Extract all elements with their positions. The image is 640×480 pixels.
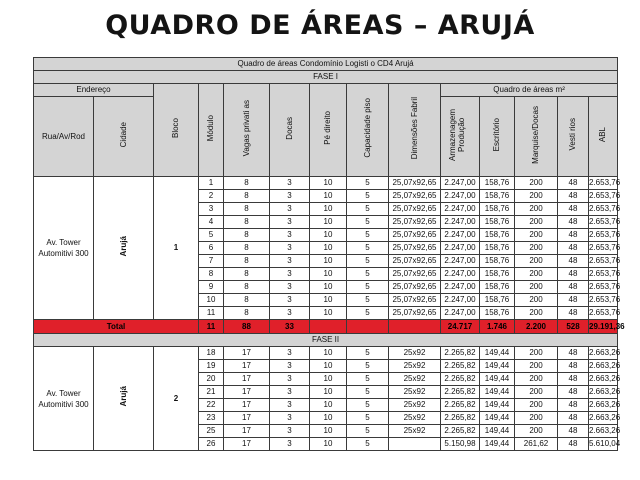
pe-direito-cell: 10	[310, 399, 347, 412]
modulo-cell: 18	[199, 347, 224, 360]
capacidade-cell: 5	[347, 281, 389, 294]
header-abl: ABL	[589, 97, 618, 177]
abl-cell: 2.653,76	[589, 229, 618, 242]
docas-cell: 3	[270, 255, 310, 268]
fase2-label: FASE II	[34, 334, 618, 347]
capacidade-cell: 5	[347, 242, 389, 255]
abl-cell: 2.653,76	[589, 177, 618, 190]
dimensoes-cell: 25x92	[389, 386, 441, 399]
dimensoes-cell: 25,07x92,65	[389, 190, 441, 203]
dimensoes-cell: 25x92	[389, 347, 441, 360]
marquise-cell: 200	[515, 177, 558, 190]
modulo-cell: 20	[199, 373, 224, 386]
escritorio-cell: 158,76	[480, 268, 515, 281]
dimensoes-cell: 25,07x92,65	[389, 255, 441, 268]
pe-direito-cell: 10	[310, 438, 347, 451]
capacidade-cell: 5	[347, 373, 389, 386]
vestiarios-cell: 48	[558, 177, 589, 190]
escritorio-cell: 149,44	[480, 438, 515, 451]
marquise-cell: 200	[515, 425, 558, 438]
armazenagem-cell: 5.150,98	[441, 438, 480, 451]
header-escritorio: Escritório	[480, 97, 515, 177]
docas-cell: 3	[270, 229, 310, 242]
dimensoes-cell	[389, 438, 441, 451]
pe-direito-cell: 10	[310, 255, 347, 268]
total-marquise: 2.200	[515, 320, 558, 334]
pe-direito-cell: 10	[310, 360, 347, 373]
armazenagem-cell: 2.247,00	[441, 255, 480, 268]
capacidade-cell: 5	[347, 399, 389, 412]
docas-cell: 3	[270, 438, 310, 451]
capacidade-cell: 5	[347, 294, 389, 307]
docas-cell: 3	[270, 177, 310, 190]
header-vagas: Vagas privati as	[224, 84, 270, 177]
armazenagem-cell: 2.265,82	[441, 360, 480, 373]
modulo-cell: 2	[199, 190, 224, 203]
pe-direito-cell: 10	[310, 203, 347, 216]
total-docas: 33	[270, 320, 310, 334]
city-cell: Arujá	[94, 347, 154, 451]
marquise-cell: 200	[515, 307, 558, 320]
vestiarios-cell: 48	[558, 360, 589, 373]
dimensoes-cell: 25x92	[389, 399, 441, 412]
address-cell: Av. Tower Automitivi 300	[34, 347, 94, 451]
vagas-cell: 17	[224, 360, 270, 373]
capacidade-cell: 5	[347, 268, 389, 281]
marquise-cell: 200	[515, 255, 558, 268]
escritorio-cell: 158,76	[480, 216, 515, 229]
marquise-cell: 200	[515, 360, 558, 373]
header-armazenagem: Armazenagem Produção	[441, 97, 480, 177]
marquise-cell: 200	[515, 203, 558, 216]
vagas-cell: 17	[224, 438, 270, 451]
capacidade-cell: 5	[347, 412, 389, 425]
block-cell: 2	[154, 347, 199, 451]
header-endereco: Endereço	[34, 84, 154, 97]
marquise-cell: 200	[515, 294, 558, 307]
vestiarios-cell: 48	[558, 268, 589, 281]
areas-table	[33, 57, 625, 451]
vestiarios-cell: 48	[558, 438, 589, 451]
abl-cell: 2.663,26	[589, 373, 618, 386]
header-cidade: Cidade	[94, 97, 154, 177]
capacidade-cell: 5	[347, 216, 389, 229]
dimensoes-cell: 25,07x92,65	[389, 216, 441, 229]
pe-direito-cell: 10	[310, 190, 347, 203]
marquise-cell: 200	[515, 412, 558, 425]
escritorio-cell: 149,44	[480, 360, 515, 373]
vagas-cell: 8	[224, 242, 270, 255]
abl-cell: 2.663,26	[589, 399, 618, 412]
vagas-cell: 8	[224, 203, 270, 216]
armazenagem-cell: 2.265,82	[441, 412, 480, 425]
pe-direito-cell: 10	[310, 386, 347, 399]
modulo-cell: 7	[199, 255, 224, 268]
escritorio-cell: 158,76	[480, 242, 515, 255]
pe-direito-cell: 10	[310, 307, 347, 320]
total-label: Total	[34, 320, 199, 334]
vestiarios-cell: 48	[558, 425, 589, 438]
armazenagem-cell: 2.265,82	[441, 399, 480, 412]
modulo-cell: 25	[199, 425, 224, 438]
vagas-cell: 8	[224, 177, 270, 190]
total-empty	[389, 320, 441, 334]
armazenagem-cell: 2.265,82	[441, 425, 480, 438]
escritorio-cell: 149,44	[480, 412, 515, 425]
abl-cell: 2.653,76	[589, 242, 618, 255]
pe-direito-cell: 10	[310, 373, 347, 386]
vagas-cell: 17	[224, 373, 270, 386]
armazenagem-cell: 2.247,00	[441, 203, 480, 216]
abl-cell: 2.653,76	[589, 216, 618, 229]
docas-cell: 3	[270, 386, 310, 399]
header-dimensoes: Dimensões Fabril	[389, 84, 441, 177]
header-modulo: Módulo	[199, 84, 224, 177]
city-cell: Arujá	[94, 177, 154, 320]
vestiarios-cell: 48	[558, 412, 589, 425]
vestiarios-cell: 48	[558, 255, 589, 268]
page-title: QUADRO DE ÁREAS – ARUJÁ	[105, 10, 535, 41]
modulo-cell: 26	[199, 438, 224, 451]
modulo-cell: 3	[199, 203, 224, 216]
vagas-cell: 8	[224, 229, 270, 242]
abl-cell: 2.663,26	[589, 425, 618, 438]
armazenagem-cell: 2.265,82	[441, 347, 480, 360]
total-row	[34, 320, 618, 334]
escritorio-cell: 158,76	[480, 255, 515, 268]
docas-cell: 3	[270, 281, 310, 294]
modulo-cell: 4	[199, 216, 224, 229]
armazenagem-cell: 2.247,00	[441, 177, 480, 190]
abl-cell: 2.653,76	[589, 190, 618, 203]
capacidade-cell: 5	[347, 360, 389, 373]
vagas-cell: 17	[224, 412, 270, 425]
dimensoes-cell: 25,07x92,65	[389, 177, 441, 190]
docas-cell: 3	[270, 190, 310, 203]
vestiarios-cell: 48	[558, 347, 589, 360]
vestiarios-cell: 48	[558, 307, 589, 320]
modulo-cell: 8	[199, 268, 224, 281]
block-cell: 1	[154, 177, 199, 320]
modulo-cell: 11	[199, 307, 224, 320]
header-pe-direito: Pé direito	[310, 84, 347, 177]
dimensoes-cell: 25,07x92,65	[389, 307, 441, 320]
pe-direito-cell: 10	[310, 242, 347, 255]
docas-cell: 3	[270, 360, 310, 373]
vestiarios-cell: 48	[558, 399, 589, 412]
header-vestiarios: Vesti rios	[558, 97, 589, 177]
total-modulo: 11	[199, 320, 224, 334]
escritorio-cell: 149,44	[480, 425, 515, 438]
marquise-cell: 200	[515, 281, 558, 294]
modulo-cell: 19	[199, 360, 224, 373]
marquise-cell: 200	[515, 190, 558, 203]
marquise-cell: 200	[515, 347, 558, 360]
docas-cell: 3	[270, 373, 310, 386]
armazenagem-cell: 2.247,00	[441, 229, 480, 242]
abl-cell: 2.653,76	[589, 268, 618, 281]
abl-cell: 2.663,26	[589, 386, 618, 399]
capacidade-cell: 5	[347, 255, 389, 268]
marquise-cell: 200	[515, 268, 558, 281]
dimensoes-cell: 25x92	[389, 412, 441, 425]
total-empty	[310, 320, 347, 334]
vagas-cell: 8	[224, 268, 270, 281]
capacidade-cell: 5	[347, 438, 389, 451]
dimensoes-cell: 25x92	[389, 373, 441, 386]
capacidade-cell: 5	[347, 307, 389, 320]
escritorio-cell: 158,76	[480, 190, 515, 203]
pe-direito-cell: 10	[310, 177, 347, 190]
vagas-cell: 17	[224, 386, 270, 399]
marquise-cell: 261,62	[515, 438, 558, 451]
dimensoes-cell: 25,07x92,65	[389, 294, 441, 307]
vagas-cell: 8	[224, 255, 270, 268]
capacidade-cell: 5	[347, 203, 389, 216]
dimensoes-cell: 25,07x92,65	[389, 229, 441, 242]
modulo-cell: 1	[199, 177, 224, 190]
vagas-cell: 8	[224, 190, 270, 203]
header-rua: Rua/Av/Rod	[34, 97, 94, 177]
armazenagem-cell: 2.247,00	[441, 216, 480, 229]
vagas-cell: 17	[224, 347, 270, 360]
dimensoes-cell: 25,07x92,65	[389, 281, 441, 294]
abl-cell: 5.610,04	[589, 438, 618, 451]
fase1-label: FASE I	[34, 71, 618, 84]
docas-cell: 3	[270, 307, 310, 320]
marquise-cell: 200	[515, 216, 558, 229]
modulo-cell: 9	[199, 281, 224, 294]
modulo-cell: 21	[199, 386, 224, 399]
marquise-cell: 200	[515, 386, 558, 399]
dimensoes-cell: 25,07x92,65	[389, 268, 441, 281]
modulo-cell: 23	[199, 412, 224, 425]
docas-cell: 3	[270, 425, 310, 438]
header-capacidade: Capacidade piso	[347, 84, 389, 177]
vestiarios-cell: 48	[558, 203, 589, 216]
header-docas: Docas	[270, 84, 310, 177]
armazenagem-cell: 2.247,00	[441, 307, 480, 320]
vestiarios-cell: 48	[558, 373, 589, 386]
escritorio-cell: 158,76	[480, 203, 515, 216]
total-abl: 29.191,36	[589, 320, 618, 334]
abl-cell: 2.663,26	[589, 347, 618, 360]
capacidade-cell: 5	[347, 425, 389, 438]
vagas-cell: 8	[224, 281, 270, 294]
vagas-cell: 8	[224, 307, 270, 320]
escritorio-cell: 158,76	[480, 294, 515, 307]
docas-cell: 3	[270, 203, 310, 216]
escritorio-cell: 158,76	[480, 229, 515, 242]
fase2-row	[34, 334, 618, 347]
abl-cell: 2.653,76	[589, 307, 618, 320]
vestiarios-cell: 48	[558, 242, 589, 255]
armazenagem-cell: 2.247,00	[441, 190, 480, 203]
pe-direito-cell: 10	[310, 281, 347, 294]
armazenagem-cell: 2.247,00	[441, 242, 480, 255]
capacidade-cell: 5	[347, 177, 389, 190]
docas-cell: 3	[270, 216, 310, 229]
dimensoes-cell: 25x92	[389, 425, 441, 438]
vestiarios-cell: 48	[558, 294, 589, 307]
pe-direito-cell: 10	[310, 229, 347, 242]
armazenagem-cell: 2.265,82	[441, 386, 480, 399]
pe-direito-cell: 10	[310, 294, 347, 307]
marquise-cell: 200	[515, 373, 558, 386]
table-row	[34, 177, 618, 190]
escritorio-cell: 158,76	[480, 177, 515, 190]
escritorio-cell: 149,44	[480, 373, 515, 386]
marquise-cell: 200	[515, 242, 558, 255]
vagas-cell: 8	[224, 216, 270, 229]
abl-cell: 2.663,26	[589, 412, 618, 425]
header-quadro: Quadro de áreas m²	[441, 84, 618, 97]
docas-cell: 3	[270, 242, 310, 255]
docas-cell: 3	[270, 399, 310, 412]
modulo-cell: 22	[199, 399, 224, 412]
dimensoes-cell: 25x92	[389, 360, 441, 373]
total-empty	[347, 320, 389, 334]
pe-direito-cell: 10	[310, 216, 347, 229]
armazenagem-cell: 2.265,82	[441, 373, 480, 386]
dimensoes-cell: 25,07x92,65	[389, 242, 441, 255]
vagas-cell: 8	[224, 294, 270, 307]
pe-direito-cell: 10	[310, 412, 347, 425]
escritorio-cell: 158,76	[480, 281, 515, 294]
header-marquise: Marquise/Docas	[515, 97, 558, 177]
capacidade-cell: 5	[347, 190, 389, 203]
total-vestiarios: 528	[558, 320, 589, 334]
vestiarios-cell: 48	[558, 281, 589, 294]
docas-cell: 3	[270, 347, 310, 360]
marquise-cell: 200	[515, 399, 558, 412]
pe-direito-cell: 10	[310, 347, 347, 360]
pe-direito-cell: 10	[310, 268, 347, 281]
marquise-cell: 200	[515, 229, 558, 242]
abl-cell: 2.653,76	[589, 255, 618, 268]
vestiarios-cell: 48	[558, 190, 589, 203]
vestiarios-cell: 48	[558, 216, 589, 229]
modulo-cell: 6	[199, 242, 224, 255]
armazenagem-cell: 2.247,00	[441, 294, 480, 307]
vagas-cell: 17	[224, 399, 270, 412]
docas-cell: 3	[270, 412, 310, 425]
armazenagem-cell: 2.247,00	[441, 268, 480, 281]
table-title: Quadro de áreas Condomínio Logisti o CD4 Arujá	[34, 58, 618, 71]
armazenagem-cell: 2.247,00	[441, 281, 480, 294]
docas-cell: 3	[270, 268, 310, 281]
abl-cell: 2.653,76	[589, 281, 618, 294]
docas-cell: 3	[270, 294, 310, 307]
escritorio-cell: 149,44	[480, 386, 515, 399]
capacidade-cell: 5	[347, 386, 389, 399]
total-vagas: 88	[224, 320, 270, 334]
vestiarios-cell: 48	[558, 386, 589, 399]
abl-cell: 2.653,76	[589, 203, 618, 216]
capacidade-cell: 5	[347, 347, 389, 360]
escritorio-cell: 149,44	[480, 347, 515, 360]
escritorio-cell: 149,44	[480, 399, 515, 412]
modulo-cell: 10	[199, 294, 224, 307]
capacidade-cell: 5	[347, 229, 389, 242]
modulo-cell: 5	[199, 229, 224, 242]
header-bloco: Bloco	[154, 84, 199, 177]
abl-cell: 2.653,76	[589, 294, 618, 307]
pe-direito-cell: 10	[310, 425, 347, 438]
table-row	[34, 347, 618, 360]
address-cell: Av. Tower Automitivi 300	[34, 177, 94, 320]
vestiarios-cell: 48	[558, 229, 589, 242]
vagas-cell: 17	[224, 425, 270, 438]
total-armazenagem: 24.717	[441, 320, 480, 334]
total-escritorio: 1.746	[480, 320, 515, 334]
abl-cell: 2.663,26	[589, 360, 618, 373]
dimensoes-cell: 25,07x92,65	[389, 203, 441, 216]
escritorio-cell: 158,76	[480, 307, 515, 320]
